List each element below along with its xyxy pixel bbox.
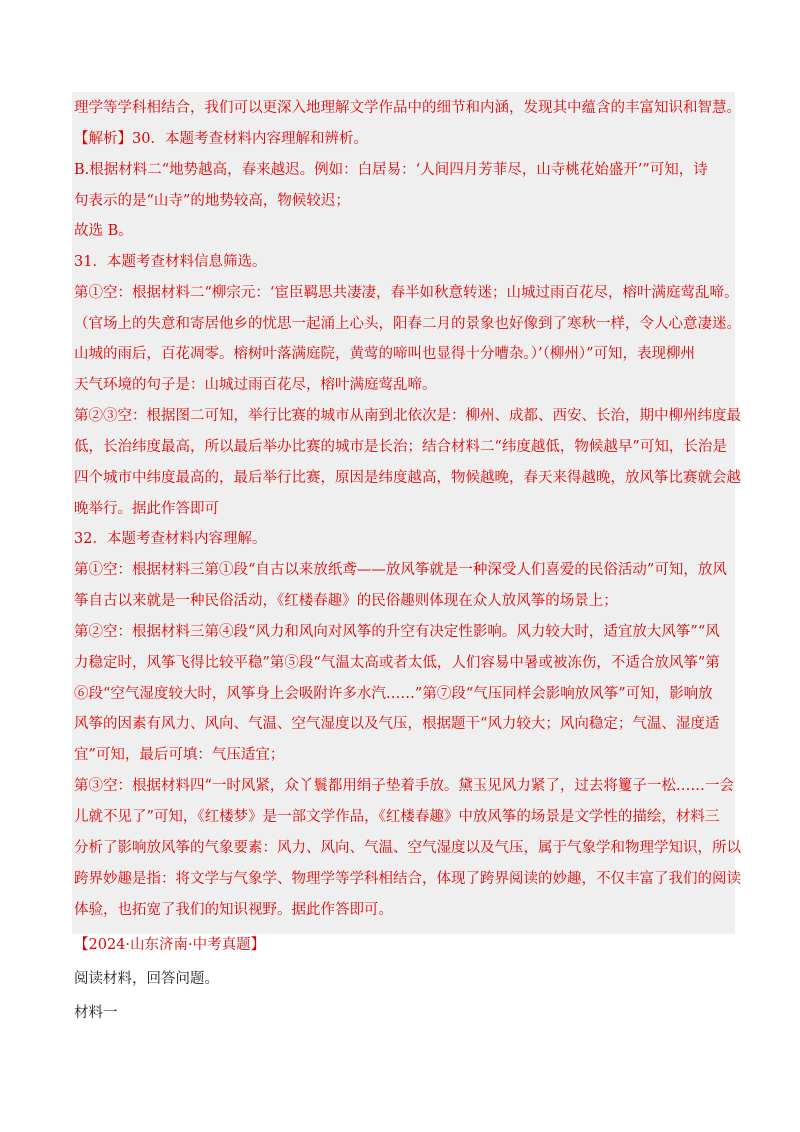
answer-line: 儿就不见了”可知，《红楼梦》是一部文学作品，《红楼春趣》中放风筝的场景是文学性的描绘，材料三 — [74, 809, 720, 825]
answer-line: ⑥段“空气湿度较大时，风筝身上会吸附许多水汽……”第⑦段“气压同样会影响放风筝”可知，影响放 — [74, 686, 713, 702]
answer-line: 理学等学科相结合，我们可以更深入地理解文学作品中的细节和内涵，发现其中蕴含的丰富知识和智慧。 — [74, 100, 741, 116]
answer-line: 第③空：根据材料四“一时风紧，众丫鬟都用绢子垫着手放。黛玉见风力紧了，过去将籰子一松……一会 — [74, 778, 734, 794]
question-instruction: 阅读材料，回答问题。 — [74, 971, 219, 987]
answer-line: 第②③空：根据图二可知，举行比赛的城市从南到北依次是：柳州、成都、西安、长治，期中柳州纬度最 — [74, 408, 741, 424]
answer-line: 风筝的因素有风力、风向、气温、空气湿度以及气压，根据题干“风力较大；风向稳定；气温、湿度适 — [74, 716, 720, 732]
answer-line: B.根据材料二“地势越高，春来越迟。例如：白居易：‘人间四月芳菲尽，山寺桃花始盛开’”可知，诗 — [74, 162, 708, 178]
material-heading: 材料一 — [74, 1005, 118, 1021]
answer-line: 宜”可知，最后可填：气压适宜； — [74, 747, 285, 763]
answer-line: 天气环境的句子是：山城过雨百花尽，榕叶满庭莺乱啼。 — [74, 377, 437, 393]
answer-line: 32．本题考查材料内容理解。 — [74, 531, 267, 547]
answer-line: 筝自古以来就是一种民俗活动，《红楼春趣》的民俗趣则体现在众人放风筝的场景上； — [74, 593, 618, 609]
answer-line: 句表示的是“山寺”的地势较高，物候较迟； — [74, 193, 350, 209]
answer-line: 第②空：根据材料三第④段“风力和风向对风筝的升空有决定性影响。风力较大时，适宜放大风筝”“风 — [74, 624, 720, 640]
answer-line: 分析了影响放风筝的气象要素：风力、风向、气温、空气湿度以及气压，属于气象学和物理学知识，所以 — [74, 840, 741, 856]
answer-line: 第①空：根据材料三第①段“自古以来放纸鸢——放风筝就是一种深受人们喜爱的民俗活动”可知，放风 — [74, 562, 727, 578]
answer-line: 体验，也拓宽了我们的知识视野。据此作答即可。 — [74, 902, 393, 918]
answer-line: 力稳定时，风筝飞得比较平稳”第⑤段“气温太高或者太低，人们容易中暑或被冻伤，不适合放风筝”第 — [74, 655, 720, 671]
exam-source-heading: 【2024·山东济南·中考真题】 — [74, 937, 266, 953]
answer-line: 低，长治纬度最高，所以最后举办比赛的城市是长治；结合材料二“纬度越低，物候越早”可知，长治是 — [74, 439, 727, 455]
answer-line: 跨界妙趣是指：将文学与气象学、物理学等学科相结合，体现了跨界阅读的妙趣，不仅丰富了我们的阅读 — [74, 871, 741, 887]
answer-line: 四个城市中纬度最高的，最后举行比赛，原因是纬度越高，物候越晚，春天来得越晚，放风筝比赛就会越 — [74, 470, 741, 486]
answer-line: 第①空：根据材料二“柳宗元：‘宦臣羁思共凄凄，春半如秋意转迷；山城过雨百花尽，榕叶满庭莺乱啼。 — [74, 285, 739, 301]
answer-line: 故选 B。 — [74, 223, 133, 239]
answer-line: 山城的雨后，百花凋零。榕树叶落满庭院，黄莺的啼叫也显得十分嘈杂。）’（柳州）”可知，表现柳州 — [74, 346, 696, 362]
answer-line: 31．本题考查材料信息筛选。 — [74, 254, 267, 270]
answer-line: （官场上的失意和寄居他乡的忧思一起涌上心头，阳春二月的景象也好像到了寒秋一样，令人心意凄迷。 — [74, 316, 741, 332]
answer-line: 晚举行。据此作答即可 — [74, 501, 219, 517]
answer-line: 【解析】30．本题考查材料内容理解和辨析。 — [74, 131, 368, 147]
